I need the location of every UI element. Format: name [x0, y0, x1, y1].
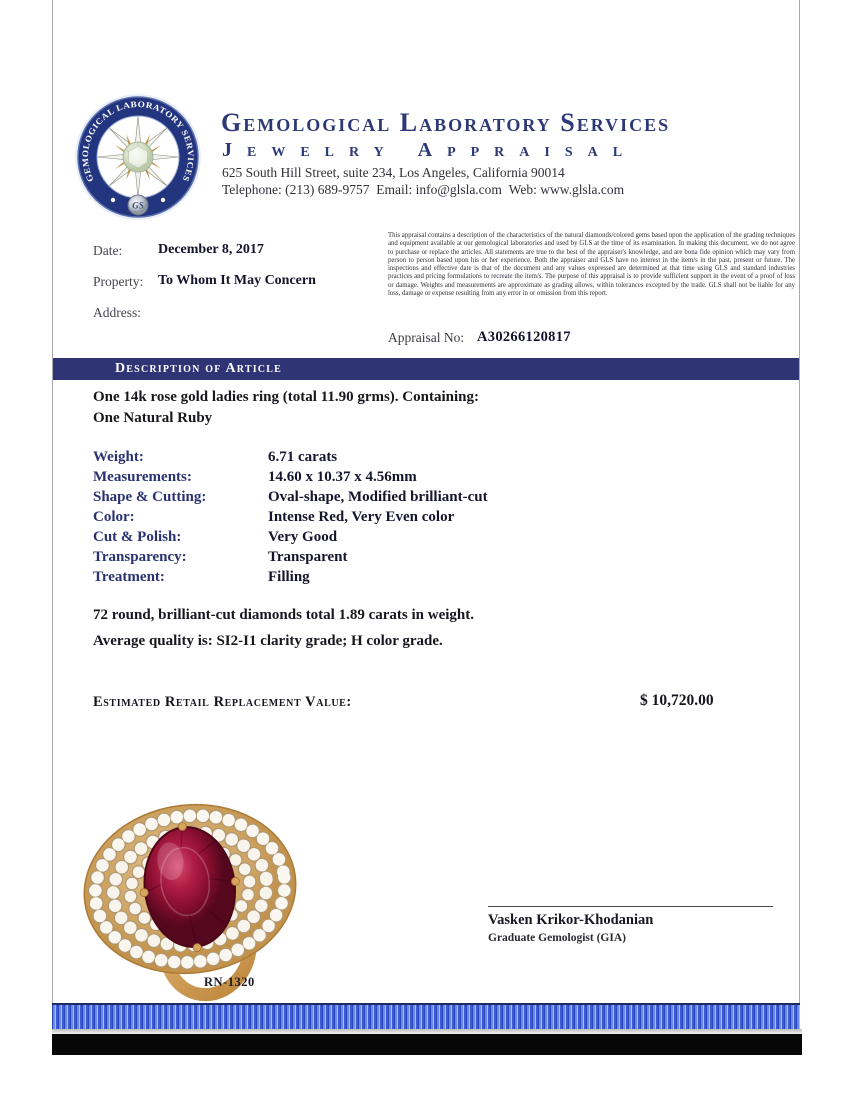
org-contact: Telephone: (213) 689-9757 Email: info@glsla.com Web: www.glsla.com	[222, 182, 625, 197]
org-address: 625 South Hill Street, suite 234, Los Angeles, California 90014	[222, 165, 565, 180]
attribute-value: 14.60 x 10.37 x 4.56mm	[268, 469, 417, 485]
attribute-label: Shape & Cutting:	[93, 489, 207, 505]
attribute-label: Cut & Polish:	[93, 529, 182, 545]
bottom-ribbon-border	[52, 1003, 800, 1029]
ring-photo	[60, 797, 318, 1002]
table-row	[93, 488, 488, 508]
appraiser-name: Vasken Krikor-Khodanian	[488, 912, 654, 928]
date-value: December 8, 2017	[158, 242, 264, 257]
org-name: Gemological Laboratory Services	[221, 108, 671, 137]
attribute-value: Filling	[268, 569, 310, 585]
gs-medallion-text: GS	[132, 200, 144, 211]
attribute-value: Oval-shape, Modified brilliant-cut	[268, 489, 488, 505]
attribute-label: Color:	[93, 509, 135, 525]
attribute-label: Measurements:	[93, 469, 192, 485]
diamonds-line-2: Average quality is: SI2-I1 clarity grade; H color grade.	[93, 633, 443, 649]
right-page-rule	[799, 0, 800, 1004]
valuation-amount: $ 10,720.00	[640, 692, 714, 709]
intro-line-2: One Natural Ruby	[93, 410, 213, 426]
appraisal-no-label: Appraisal No:	[388, 330, 465, 345]
logo-ring-text: GEMOLOGICAL LABORATORY SERVICES	[79, 98, 197, 184]
table-row	[93, 568, 488, 588]
description-section-bar	[53, 358, 799, 380]
attribute-label: Treatment:	[93, 569, 165, 585]
table-row	[93, 448, 488, 468]
table-row	[93, 528, 488, 548]
attribute-value: 6.71 carats	[268, 449, 338, 465]
property-value: To Whom It May Concern	[158, 273, 316, 288]
appraiser-title: Graduate Gemologist (GIA)	[488, 932, 626, 944]
attribute-label: Weight:	[93, 449, 144, 465]
signature-line	[488, 906, 773, 907]
table-row	[93, 468, 488, 488]
date-label: Date:	[93, 243, 123, 258]
table-row	[93, 508, 488, 528]
attribute-value: Very Good	[268, 529, 338, 545]
description-section-title: Description of Article	[115, 361, 282, 376]
logo-dot-right	[161, 198, 165, 202]
left-page-rule	[52, 0, 53, 1004]
disclaimer-text: This appraisal contains a description of the characteristics of the natural diamonds/colored gems based upon the application of the grading techniques and equipment available at our gemological laboratories and used by GLS at the time of its examination. In making this document, we do not agree to purchase or replace the articles. All statements are true to the best of the appraiser's knowledge, and are bona fide opinion which may vary from person to person based upon his or her experience. Both the appraiser and GLS have no interest in the item/s in the past, present or future. The inspections and effective date is that of the document and any values expressed are determined at that time using GLS and standard industries practices and pricing formulations to recreate the item/s. The purpose of this appraisal is to provide sufficient support in the event of a proof of loss or damage. Weights and measurements are approximate as grading allows, within tolerances excepted by the trade. GLS shall not be liable for any loss, damage or expense resulting from any error in or omission from this report.	[388, 232, 795, 298]
gls-logo-seal	[73, 93, 203, 223]
diamonds-line-1: 72 round, brilliant-cut diamonds total 1.89 carats in weight.	[93, 607, 474, 623]
ring-head	[75, 797, 306, 985]
address-label: Address:	[93, 305, 141, 320]
attribute-label: Transparency:	[93, 549, 187, 565]
org-subtitle: Jewelry Appraisal	[222, 139, 638, 161]
property-label: Property:	[93, 274, 144, 289]
attributes-table	[93, 448, 488, 588]
appraisal-no-value: A30266120817	[477, 329, 571, 345]
attribute-value: Transparent	[268, 549, 348, 565]
intro-line-1: One 14k rose gold ladies ring (total 11.90 grms). Containing:	[93, 389, 479, 405]
attribute-value: Intense Red, Very Even color	[268, 509, 455, 525]
table-row	[93, 548, 488, 568]
bottom-black-bar	[52, 1034, 802, 1055]
valuation-label: Estimated Retail Replacement Value:	[93, 694, 352, 710]
ring-reference-number: RN-1320	[204, 975, 255, 989]
logo-dot-left	[111, 198, 115, 202]
